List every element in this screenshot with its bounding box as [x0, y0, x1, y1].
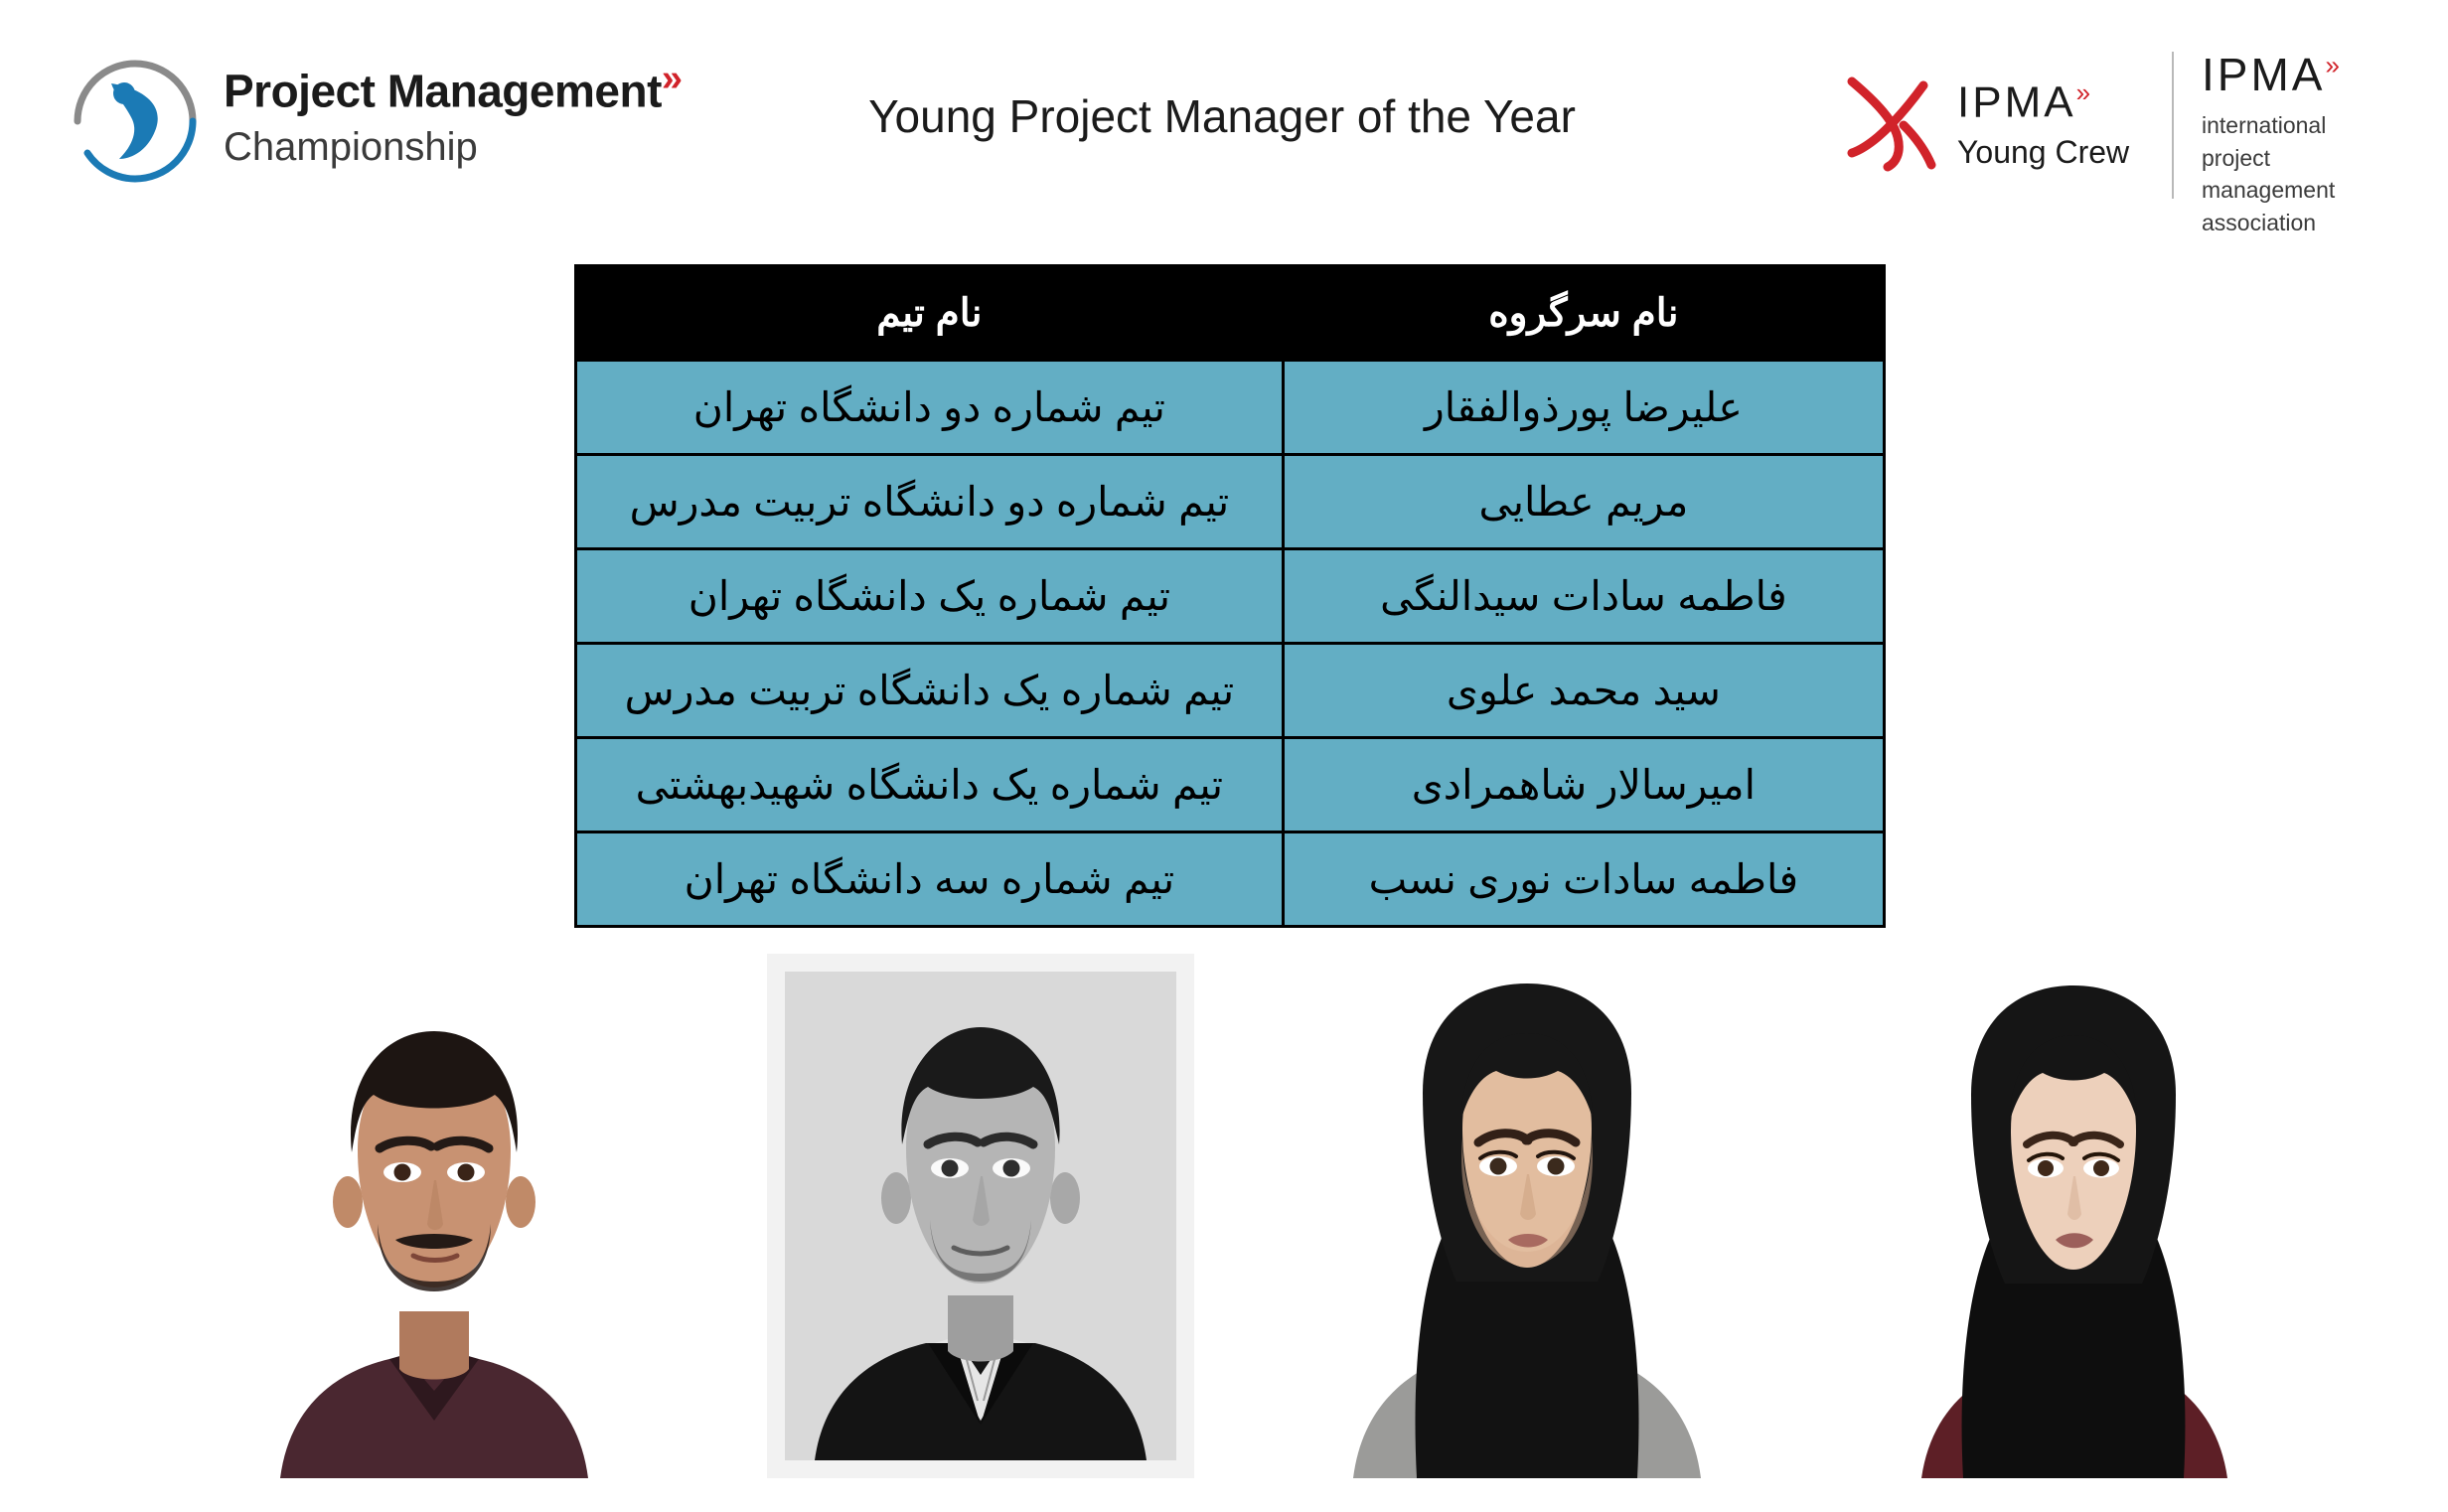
slide-header [0, 0, 2448, 238]
cell-leader: سید محمد علوی [1283, 644, 1884, 738]
project-management-championship-logo [70, 50, 705, 189]
young-crew-label: Young Crew [1957, 133, 2130, 170]
table-row [576, 738, 1885, 832]
column-header-team: نام تیم [576, 266, 1284, 361]
cell-leader: فاطمه سادات نوری نسب [1283, 832, 1884, 927]
cell-team: تیم شماره سه دانشگاه تهران [576, 832, 1284, 927]
cell-leader: علیرضا پورذوالفقار [1283, 361, 1884, 455]
table-header-row [576, 266, 1885, 361]
ipma-chevron-icon: » [2075, 77, 2091, 107]
ipma-tagline-line-2: project [2202, 144, 2271, 171]
table-row [576, 832, 1885, 927]
portrait-photo-1 [221, 954, 648, 1478]
page-title: Young Project Manager of the Year [868, 90, 1576, 142]
young-crew-ipma-wordmark: IPMA» [1957, 77, 2091, 127]
table-row [576, 644, 1885, 738]
ipma-tagline-line-1: international [2202, 112, 2327, 138]
ipma-tagline-line-3: management [2202, 177, 2336, 204]
ipma-chevron-icon-2: » [2325, 50, 2340, 80]
pmc-swoosh-icon [70, 56, 209, 185]
cell-leader: مریم عطایی [1283, 455, 1884, 549]
cell-leader: فاطمه سادات سیدالنگی [1283, 549, 1884, 644]
young-crew-text [1957, 77, 2129, 171]
cell-leader: امیرسالار شاهمرادی [1283, 738, 1884, 832]
young-crew-mark-icon [1838, 68, 1947, 177]
teams-table [574, 264, 1886, 928]
ipma-logo [2202, 49, 2400, 239]
pmc-chevron-icon: » [661, 58, 683, 99]
ipma-young-crew-logo [1838, 60, 2166, 189]
column-header-leader: نام سرگروه [1283, 266, 1884, 361]
pmc-logo-subtitle: Championship [224, 124, 478, 169]
cell-team: تیم شماره یک دانشگاه تهران [576, 549, 1284, 644]
pmc-logo-text [224, 60, 700, 171]
logo-divider [2172, 52, 2174, 199]
ipma-wordmark: IPMA» [2202, 49, 2340, 100]
portrait-photo-2 [767, 954, 1194, 1478]
cell-team: تیم شماره دو دانشگاه تربیت مدرس [576, 455, 1284, 549]
ipma-tagline [2202, 109, 2400, 239]
portrait-photo-3 [1313, 954, 1741, 1478]
pmc-logo-title: Project Management» [224, 58, 683, 117]
cell-team: تیم شماره یک دانشگاه شهیدبهشتی [576, 738, 1284, 832]
cell-team: تیم شماره دو دانشگاه تهران [576, 361, 1284, 455]
portrait-photo-row [0, 954, 2448, 1510]
table-row [576, 549, 1885, 644]
cell-team: تیم شماره یک دانشگاه تربیت مدرس [576, 644, 1284, 738]
table-row [576, 361, 1885, 455]
portrait-photo-4 [1860, 954, 2287, 1478]
table-row [576, 455, 1885, 549]
ipma-tagline-line-4: association [2202, 209, 2317, 235]
